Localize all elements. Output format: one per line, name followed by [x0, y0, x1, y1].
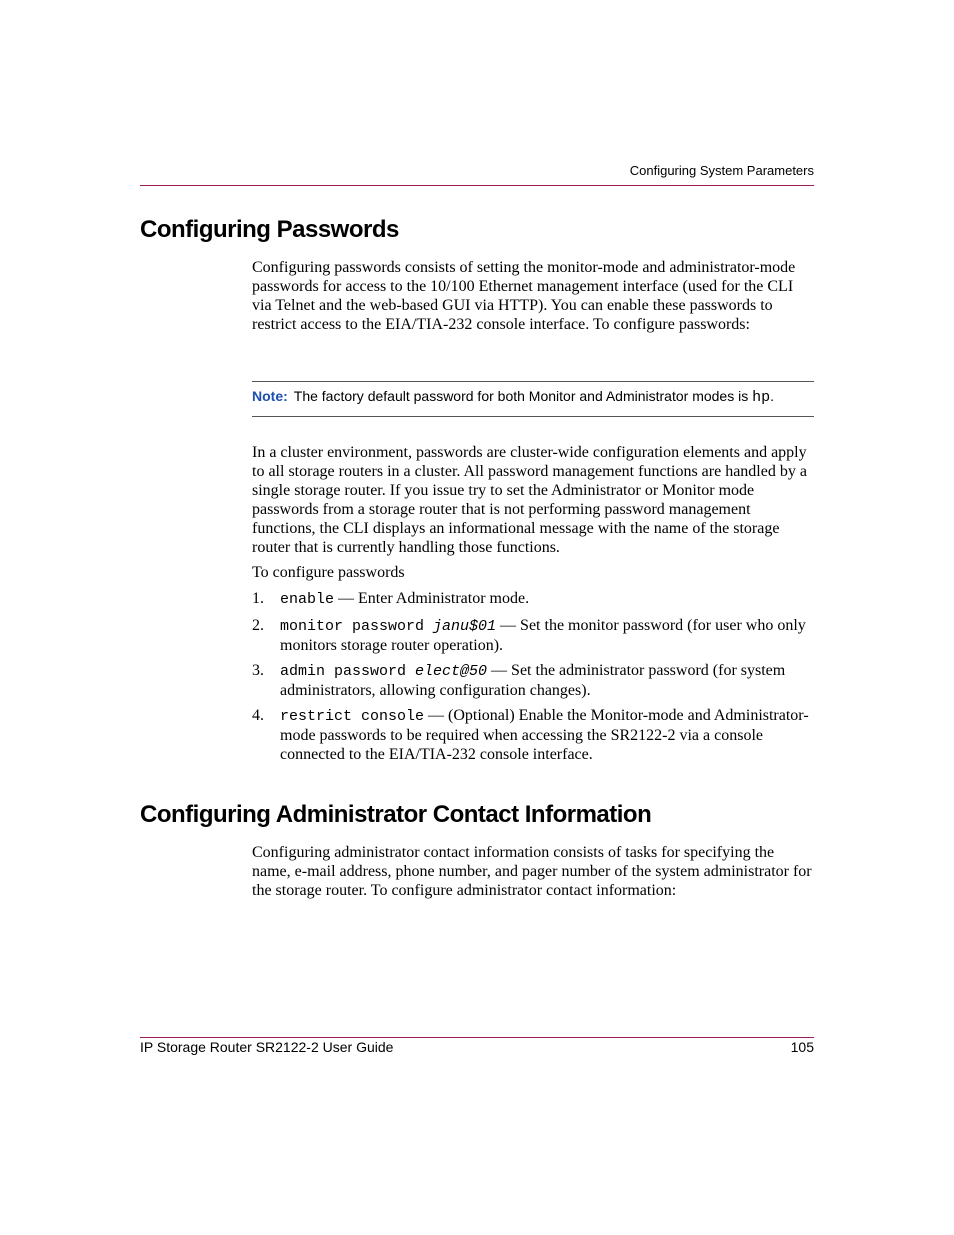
step-2 — [252, 616, 814, 655]
step-number: 1. — [252, 590, 264, 607]
step-description: — Set the monitor password (for user who only monitors storage router operation). — [280, 617, 806, 654]
step-command: admin password — [280, 663, 416, 680]
note-code: hp — [752, 389, 771, 406]
note-label: Note: — [252, 388, 288, 404]
note-body: The factory default password for both Monitor and Administrator modes is — [293, 388, 753, 404]
steps-intro: To configure passwords — [252, 564, 405, 581]
step-argument: elect@50 — [415, 663, 488, 680]
note-end: . — [770, 388, 775, 404]
passwords-intro: Configuring passwords consists of setting the monitor-mode and administrator-mode passwords for access to the 10/100 Ethernet management interface (used for the CLI via Telnet and the web-based GUI via HTTP). You can enable these passwords to restrict access to the EIA/TIA-232 console interface. To configure passwords: — [252, 259, 796, 333]
step-argument: janu$01 — [433, 618, 497, 635]
running-header: Configuring System Parameters — [629, 163, 814, 178]
footer-guide-title: IP Storage Router SR2122-2 User Guide — [140, 1039, 394, 1055]
page-number: 105 — [790, 1039, 814, 1055]
step-command: restrict console — [280, 708, 425, 725]
step-number: 2. — [252, 617, 264, 634]
step-command: monitor password — [280, 618, 434, 635]
step-1 — [252, 589, 814, 609]
step-number: 4. — [252, 707, 264, 724]
admin-contact-intro: Configuring administrator contact information consists of tasks for specifying the name, e-mail address, phone number, and pager number of the system administrator for the storage router. To configure administrator contact information: — [252, 844, 812, 899]
header-rule — [140, 185, 814, 186]
footer-rule — [140, 1037, 814, 1038]
section-title-admin-contact: Configuring Administrator Contact Information — [140, 801, 652, 828]
step-command: enable — [280, 591, 335, 608]
step-number: 3. — [252, 662, 264, 679]
step-3 — [252, 661, 814, 700]
step-description: — Set the administrator password (for system administrators, allowing configuration changes). — [280, 662, 786, 699]
section-title-passwords: Configuring Passwords — [140, 216, 399, 243]
note-box — [252, 381, 814, 417]
step-description: — Enter Administrator mode. — [334, 590, 530, 607]
step-4 — [252, 706, 814, 764]
note-text — [252, 387, 774, 407]
step-description: — (Optional) Enable the Monitor-mode and Administrator-mode passwords to be required when accessing the SR2122-2 via a console connected to the EIA/TIA-232 console interface. — [280, 707, 809, 763]
cluster-paragraph: In a cluster environment, passwords are cluster-wide configuration elements and apply to all storage routers in a cluster. All password management functions are handled by a single storage router. If you issue try to set the Administrator or Monitor mode passwords from a storage router that is not performing password management functions, the CLI displays an informational message with the name of the storage router that is currently handling those functions. — [252, 444, 807, 556]
